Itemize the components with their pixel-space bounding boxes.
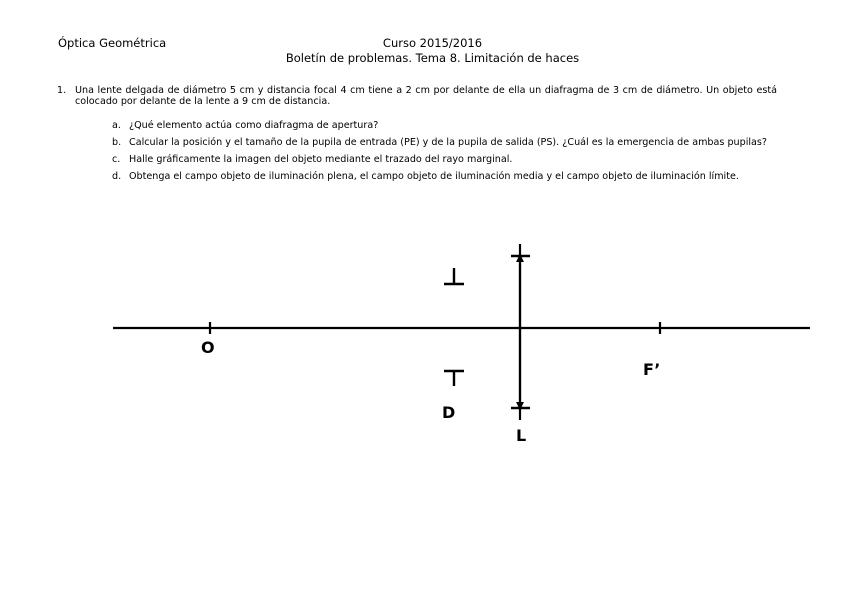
diaphragm-label: D xyxy=(442,403,456,422)
item-letter: c. xyxy=(112,154,121,165)
item-text: Calcular la posición y el tamaño de la pupila de entrada (PE) y de la pupila de salida (PS). ¿Cuál es la emergencia de ambas pupilas? xyxy=(129,137,767,148)
problem-text: Una lente delgada de diámetro 5 cm y distancia focal 4 cm tiene a 2 cm por delante de ella un diafragma de 3 cm de diámetro. Un objeto está colocado por delante de la lente a 9 cm de distancia. xyxy=(75,85,777,107)
problem-number: 1. xyxy=(57,85,67,96)
item-letter: a. xyxy=(112,120,121,131)
diaphragm-upper xyxy=(444,268,464,284)
diaphragm-lower xyxy=(444,371,464,386)
item-text: Obtenga el campo objeto de iluminación plena, el campo objeto de iluminación media y el campo objeto de iluminación límite. xyxy=(129,171,739,182)
lens xyxy=(511,244,530,420)
lens-label: L xyxy=(516,426,527,445)
subject-title: Óptica Geométrica xyxy=(58,36,167,50)
item-text: ¿Qué elemento actúa como diafragma de apertura? xyxy=(129,120,379,131)
item-text: Halle gráficamente la imagen del objeto mediante el trazado del rayo marginal. xyxy=(129,154,513,165)
object-label: O xyxy=(201,338,215,357)
item-letter: b. xyxy=(112,137,122,148)
focal-label: F’ xyxy=(643,360,661,379)
course-label: Curso 2015/2016 xyxy=(382,36,483,50)
item-letter: d. xyxy=(112,171,122,182)
bulletin-title: Boletín de problemas. Tema 8. Limitación de haces xyxy=(285,51,580,65)
